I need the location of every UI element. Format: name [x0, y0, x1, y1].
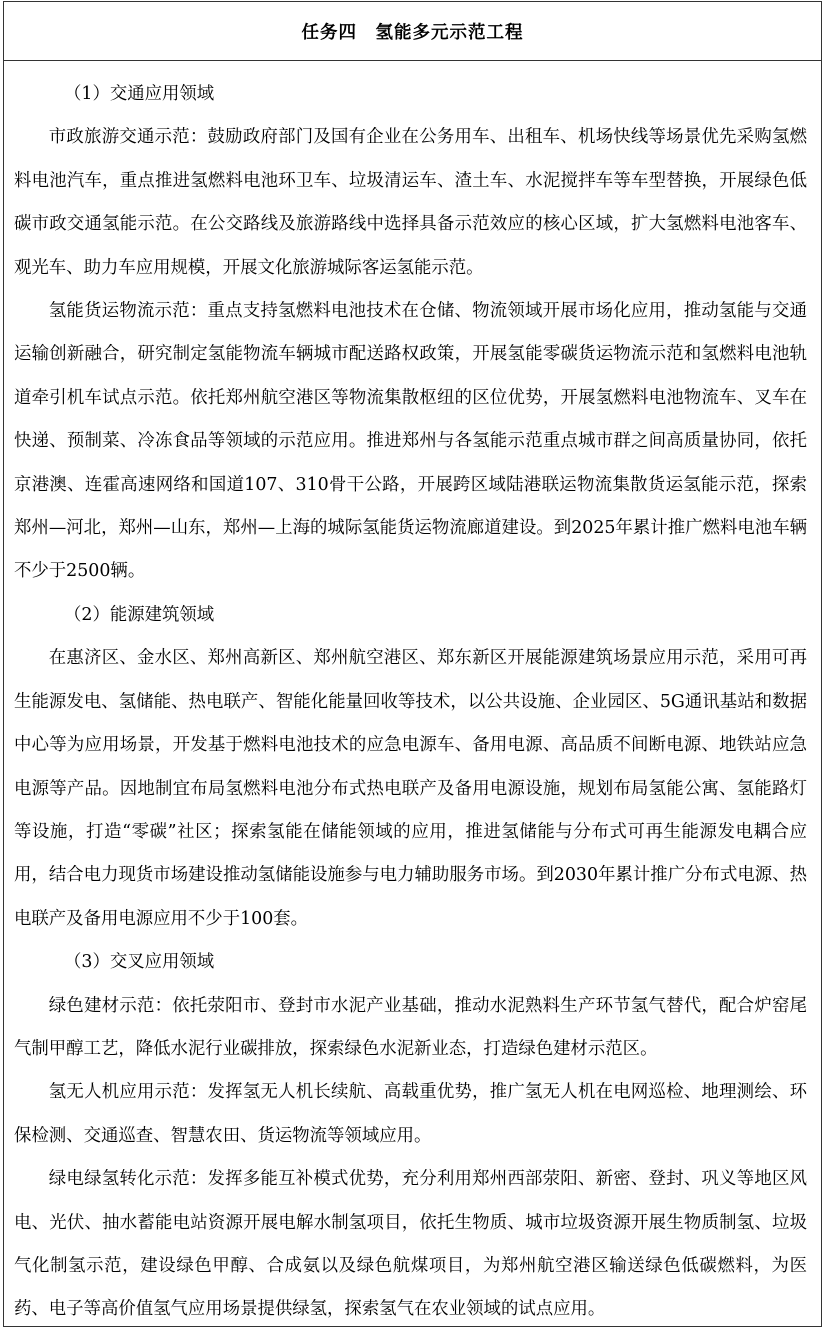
- document-table: [3, 1, 822, 1327]
- paragraph: 氢能货运物流示范：重点支持氢燃料电池技术在仓储、物流领域开展市场化应用，推动氢能与交通运输创新融合，研究制定氢能物流车辆城市配送路权政策，开展氢能零碳货运物流示范和氢燃料电池轨道牵引机车试点示范。依托郑州航空港区等物流集散枢纽的区位优势，开展氢燃料电池物流车、叉车在快递、预制菜、冷冻食品等领域的示范应用。推进郑州与各氢能示范重点城市群之间高质量协同，依托京港澳、连霍高速网络和国道107、310骨干公路，开展跨区域陆港联运物流集散货运氢能示范，探索郑州—河北，郑州—山东，郑州—上海的城际氢能货运物流廊道建设。到2025年累计推广燃料电池车辆不少于2500辆。: [14, 301, 807, 582]
- section-heading: （1）交通应用领域: [64, 84, 215, 104]
- paragraph: 在惠济区、金水区、郑州高新区、郑州航空港区、郑东新区开展能源建筑场景应用示范，采用可再生能源发电、氢储能、热电联产、智能化能量回收等技术，以公共设施、企业园区、5G通讯基站和数据中心等为应用场景，开发基于燃料电池技术的应急电源车、备用电源、高品质不间断电源、地铁站应急电源等产品。因地制宜布局氢燃料电池分布式热电联产及备用电源设施，规划布局氢能公寓、氢能路灯等设施，打造“零碳”社区；探索氢能在储能领域的应用，推进氢储能与分布式可再生能源发电耦合应用，结合电力现货市场建设推动氢储能设施参与电力辅助服务市场。到2030年累计推广分布式电源、热电联产及备用电源应用不少于100套。: [14, 648, 807, 929]
- section-energy-building: [14, 594, 807, 941]
- section-heading: （3）交叉应用领域: [64, 952, 215, 973]
- paragraph: 市政旅游交通示范：鼓励政府部门及国有企业在公务用车、出租车、机场快线等场景优先采购氢燃料电池汽车，重点推进氢燃料电池环卫车、垃圾清运车、渣土车、水泥搅拌车等车型替换，开展绿色低碳市政交通氢能示范。在公交路线及旅游路线中选择具备示范效应的核心区域，扩大氢燃料电池客车、观光车、助力车应用规模，开展文化旅游城际客运氢能示范。: [14, 127, 807, 278]
- paragraph: 氢无人机应用示范：发挥氢无人机长续航、高载重优势，推广氢无人机在电网巡检、地理测绘、环保检测、交通巡查、智慧农田、货运物流等领域应用。: [14, 1082, 807, 1146]
- section-heading: （2）能源建筑领域: [64, 604, 215, 625]
- section-cross-application: [14, 941, 807, 1332]
- section-transport: [14, 73, 807, 594]
- task-title: 任务四 氢能多元示范工程: [4, 2, 821, 61]
- paragraph: 绿电绿氢转化示范：发挥多能互补模式优势，充分利用郑州西部荥阳、新密、登封、巩义等地区风电、光伏、抽水蓄能电站资源开展电解水制氢项目，依托生物质、城市垃圾资源开展生物质制氢、垃圾气化制氢示范，建设绿色甲醇、合成氨以及绿色航煤项目，为郑州航空港区输送绿色低碳燃料，为医药、电子等高价值氢气应用场景提供绿氢，探索氢气在农业领域的试点应用。: [14, 1169, 807, 1320]
- paragraph: 绿色建材示范：依托荥阳市、登封市水泥产业基础，推动水泥熟料生产环节氢气替代，配合炉窑尾气制甲醇工艺，降低水泥行业碳排放，探索绿色水泥新业态，打造绿色建材示范区。: [14, 995, 807, 1059]
- document-body: [4, 61, 821, 1332]
